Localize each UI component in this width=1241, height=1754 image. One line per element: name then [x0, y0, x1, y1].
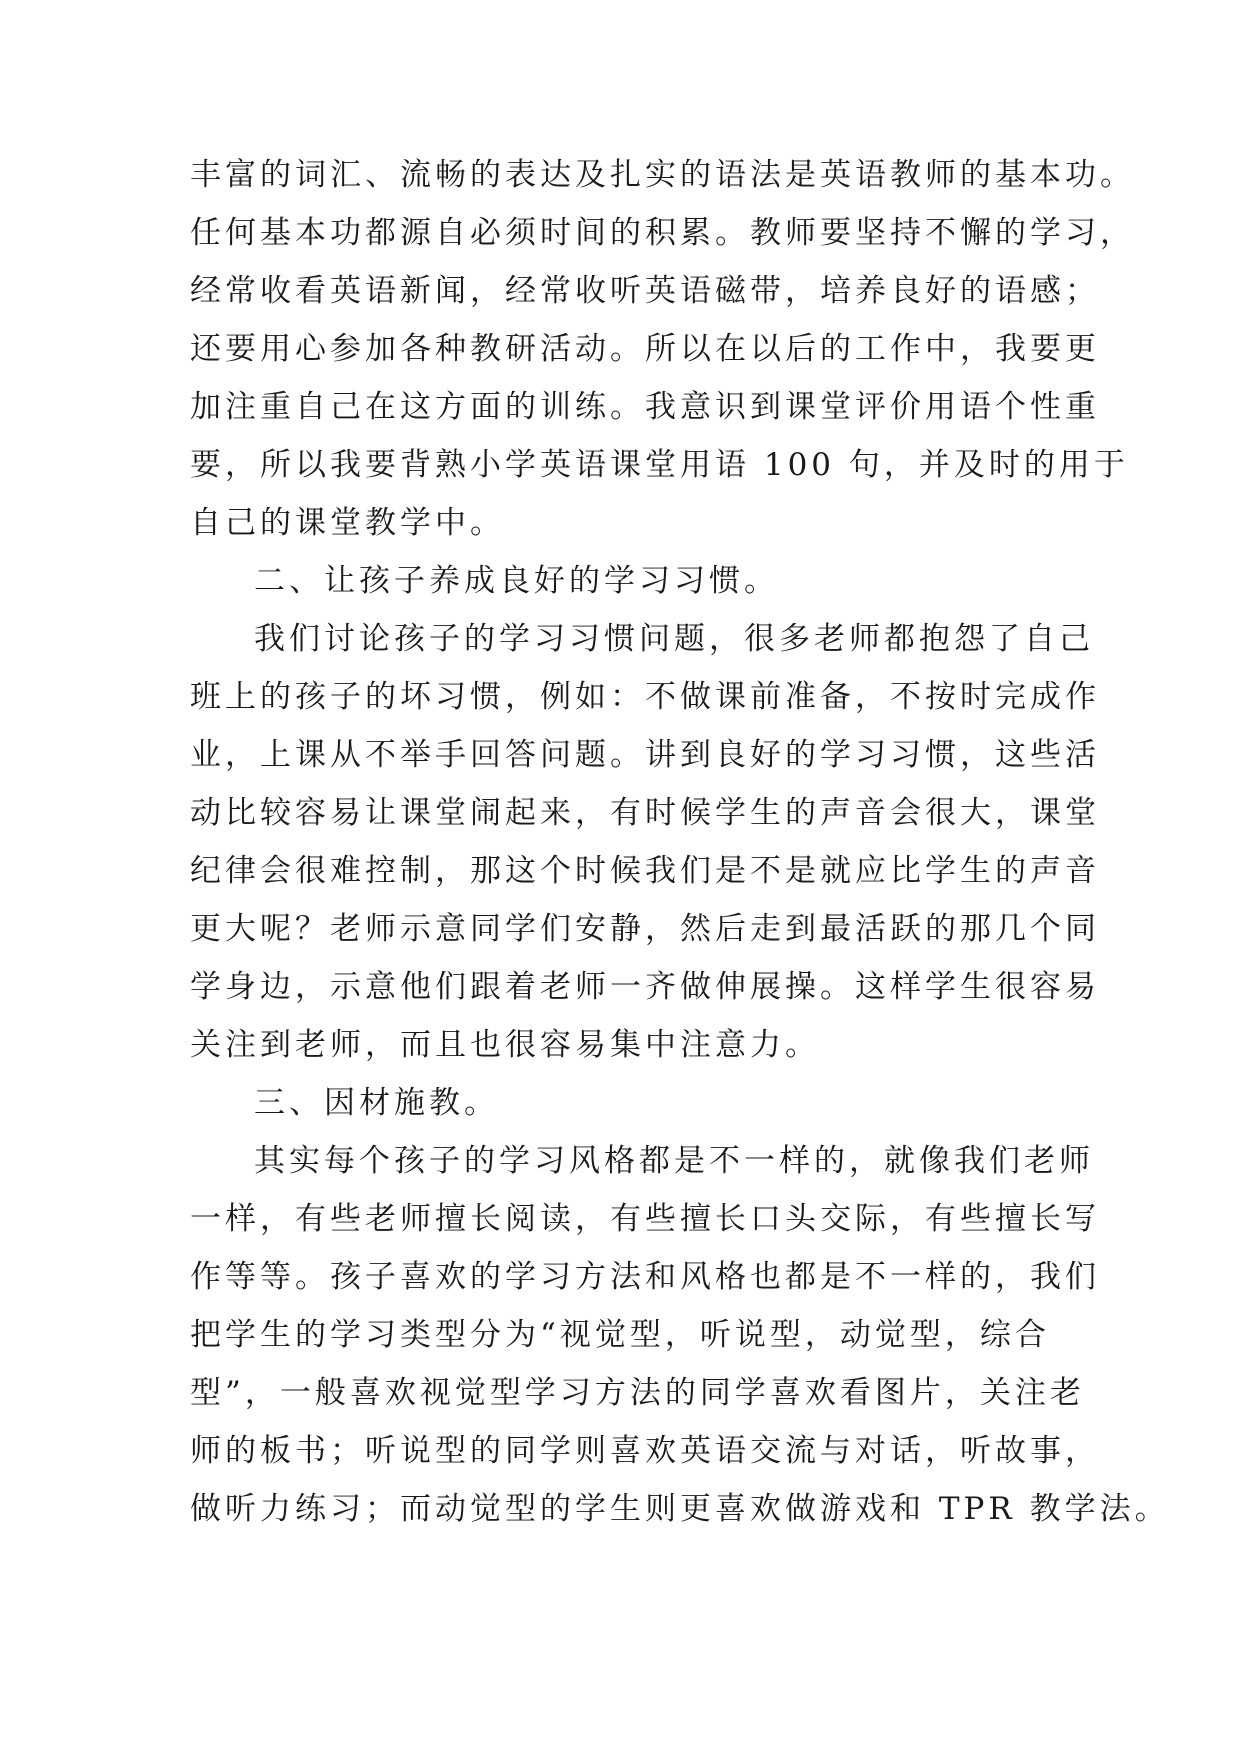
body-line: 作等等。孩子喜欢的学习方法和风格也都是不一样的，我们 — [190, 1259, 1100, 1295]
body-line: 自己的课堂教学中。 — [190, 505, 505, 541]
body-line: 师的板书；听说型的同学则喜欢英语交流与对话，听故事， — [190, 1433, 1100, 1469]
body-line: 丰富的词汇、流畅的表达及扎实的语法是英语教师的基本功。 — [190, 157, 1135, 193]
body-line: 要，所以我要背熟小学英语课堂用语 100 句，并及时的用于 — [190, 447, 1129, 483]
section-heading: 二、让孩子养成良好的学习习惯。 — [254, 563, 779, 599]
body-line: 一样，有些老师擅长阅读，有些擅长口头交际，有些擅长写 — [190, 1201, 1100, 1237]
section-heading: 三、因材施教。 — [254, 1085, 499, 1121]
body-line: 动比较容易让课堂闹起来，有时候学生的声音会很大，课堂 — [190, 795, 1100, 831]
body-line: 我们讨论孩子的学习习惯问题，很多老师都抱怨了自己 — [254, 621, 1094, 657]
body-line: 业，上课从不举手回答问题。讲到良好的学习习惯，这些活 — [190, 737, 1100, 773]
body-line: 其实每个孩子的学习风格都是不一样的，就像我们老师 — [254, 1143, 1094, 1179]
body-line: 纪律会很难控制，那这个时候我们是不是就应比学生的声音 — [190, 853, 1100, 889]
body-line: 班上的孩子的坏习惯，例如：不做课前准备，不按时完成作 — [190, 679, 1100, 715]
body-line: 更大呢？老师示意同学们安静，然后走到最活跃的那几个同 — [190, 911, 1100, 947]
body-line: 加注重自己在这方面的训练。我意识到课堂评价用语个性重 — [190, 389, 1100, 425]
body-line: 经常收看英语新闻，经常收听英语磁带，培养良好的语感； — [190, 273, 1100, 309]
body-line: 还要用心参加各种教研活动。所以在以后的工作中，我要更 — [190, 331, 1100, 367]
body-line: 型”，一般喜欢视觉型学习方法的同学喜欢看图片，关注老 — [190, 1375, 1085, 1411]
body-line: 把学生的学习类型分为“视觉型，听说型，动觉型，综合 — [190, 1317, 1050, 1353]
body-line: 学身边，示意他们跟着老师一齐做伸展操。这样学生很容易 — [190, 969, 1100, 1005]
body-line: 做听力练习；而动觉型的学生则更喜欢做游戏和 TPR 教学法。 — [190, 1491, 1170, 1527]
body-line: 任何基本功都源自必须时间的积累。教师要坚持不懈的学习， — [190, 215, 1135, 251]
body-line: 关注到老师，而且也很容易集中注意力。 — [190, 1027, 820, 1063]
